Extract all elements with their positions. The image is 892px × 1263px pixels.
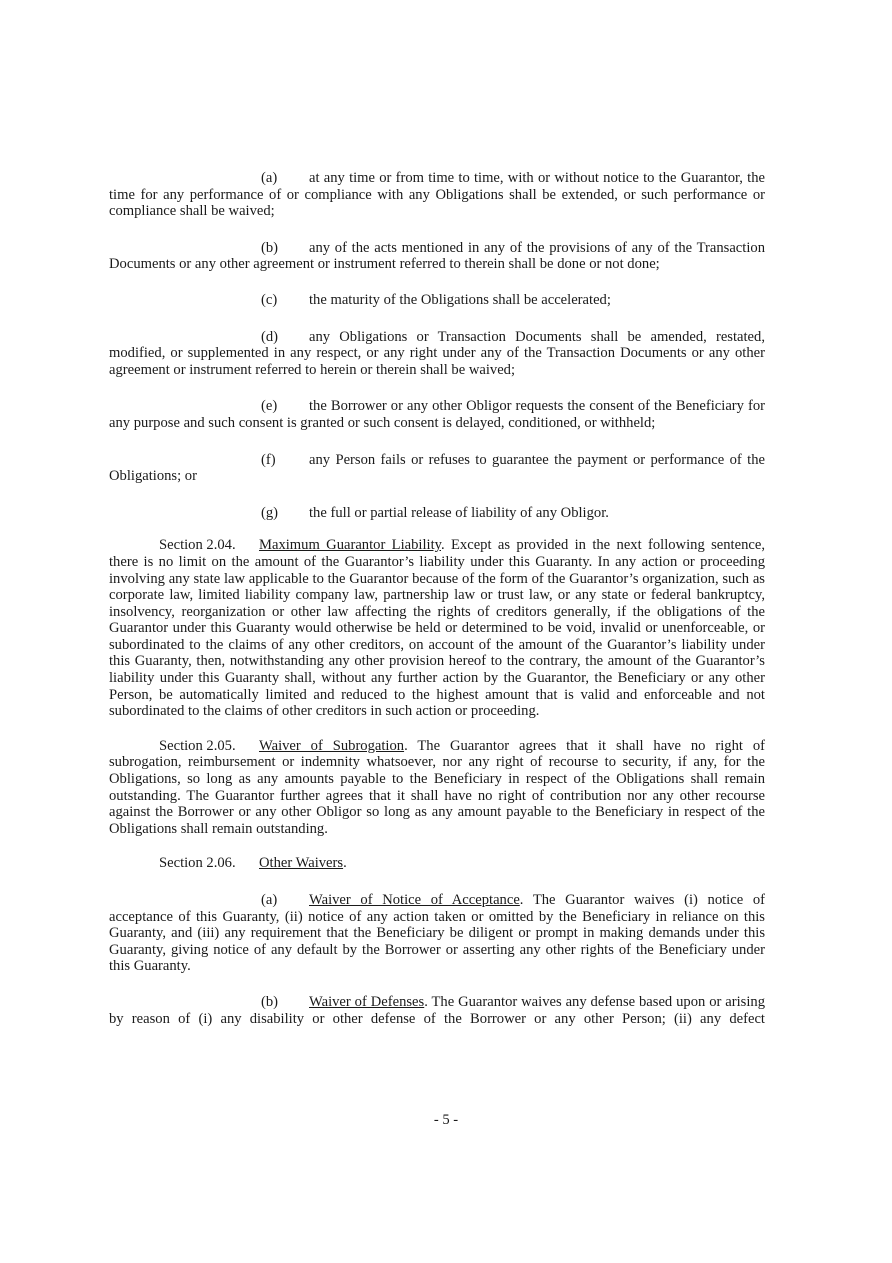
section-title: Maximum Guarantor Liability: [259, 537, 441, 554]
clause-c: [109, 292, 765, 309]
section-number: Section 2.05.: [159, 737, 236, 754]
section-title: Other Waivers: [259, 855, 344, 872]
clause-text: the maturity of the Obligations shall be accelerated;: [309, 291, 611, 308]
clause-continuation: Obligations; or: [109, 468, 197, 485]
waiver-b: [109, 994, 765, 1027]
clause-text: any Obligations or Transaction Documents shall be amended, restated, modified, or supplemented in any respect, or any right under any of the Transaction Documents or any other agreement or instrument referred to herein or therein shall be waived;: [109, 328, 765, 378]
clause-d: [109, 329, 765, 379]
clause-label: (f): [261, 451, 276, 468]
clause-text: . The Guarantor waives (i) notice of acceptance of this Guaranty, (ii) notice of any action taken or omitted by the Beneficiary in reliance on this Guaranty, and (iii) any requirement that the Beneficiary be diligent or prompt in making demands under this Guaranty, giving notice of any default by the Borrower or asserting any other rights of the Beneficiary under this Guaranty.: [109, 892, 765, 975]
clause-text: . The Guarantor waives any defense based upon or arising by reason of (i) any disability or other defense of the Borrower or any other Person; (ii) any defect: [109, 993, 765, 1027]
section-2-06: [109, 855, 765, 872]
clause-text: any of the acts mentioned in any of the provisions of any of the Transaction Documents or any other agreement or instrument referred to therein shall be done or not done;: [109, 239, 765, 273]
page-number: - 5 -: [433, 1112, 459, 1128]
clause-label: (a): [261, 170, 278, 186]
clause-title: Waiver of Defenses: [309, 993, 425, 1010]
waiver-a: [109, 892, 765, 975]
clause-text: at any time or from time to time, with or without notice to the Guarantor, the time for any performance of or compliance with any Obligations shall be extended, or such performance or compliance shall be waived;: [109, 170, 765, 220]
clause-g: [109, 505, 765, 522]
section-2-04: [109, 537, 765, 720]
section-title: Waiver of Subrogation: [259, 737, 405, 754]
clause-label: (d): [261, 328, 279, 345]
clause-text: the full or partial release of liability of any Obligor.: [309, 504, 609, 521]
section-text: . Except as provided in the next following sentence, there is no limit on the amount of the Guarantor’s liability under this Guaranty. In any action or proceeding involving any state law applicable to the Guarantor because of the form of the Guarantor’s organization, such as corporate law, limited liability company law, partnership law or trust law, or any state or federal bankruptcy, insolvency, reorganization or other law affecting the rights of creditors generally, if the obligations of the Guarantor under this Guaranty would otherwise be held or determined to be void, invalid or unenforceable, or subordinated to the claims of any other creditors, on account of the amount of the Guarantor’s liability under this Guaranty, then, notwithstanding any other provision hereof to the contrary, the amount of the Guarantor’s liability under this Guaranty shall, without any further action by the Guarantor, the Beneficiary or any other Person, be automatically limited and reduced to the highest amount that is valid and enforceable and not subordinated to the claims of other creditors in such action or proceeding.: [109, 537, 765, 720]
clause-e: [109, 398, 765, 431]
clause-label: (c): [261, 291, 278, 308]
section-text: . The Guarantor agrees that it shall have no right of subrogation, reimbursement or indemnity whatsoever, nor any right of recourse to security, if any, for the Obligations, so long as any amounts payable to the Beneficiary in respect of the Obligations shall remain outstanding. The Guarantor further agrees that it shall have no right of contribution nor any other recourse against the Borrower or any other Obligor so long as any amount payable to the Beneficiary in respect of the Obligations shall remain outstanding.: [109, 737, 765, 837]
clause-label: (b): [261, 993, 279, 1010]
clause-b: [109, 240, 765, 273]
section-title-end: .: [343, 855, 347, 872]
clause-f: [109, 452, 765, 485]
clause-label: (a): [261, 892, 278, 908]
section-2-05: [109, 738, 765, 838]
clause-text: any Person fails or refuses to guarantee the payment or performance of the: [309, 451, 765, 468]
section-number: Section 2.04.: [159, 537, 236, 554]
clause-label: (g): [261, 504, 279, 521]
clause-title: Waiver of Notice of Acceptance: [309, 892, 520, 908]
clause-label: (b): [261, 239, 279, 256]
clause-text: the Borrower or any other Obligor requests the consent of the Beneficiary for any purpose and such consent is granted or such consent is delayed, conditioned, or withheld;: [109, 398, 765, 431]
clause-label: (e): [261, 398, 278, 415]
clause-a: [109, 170, 765, 220]
document-page: [109, 170, 765, 1027]
section-number: Section 2.06.: [159, 855, 236, 872]
